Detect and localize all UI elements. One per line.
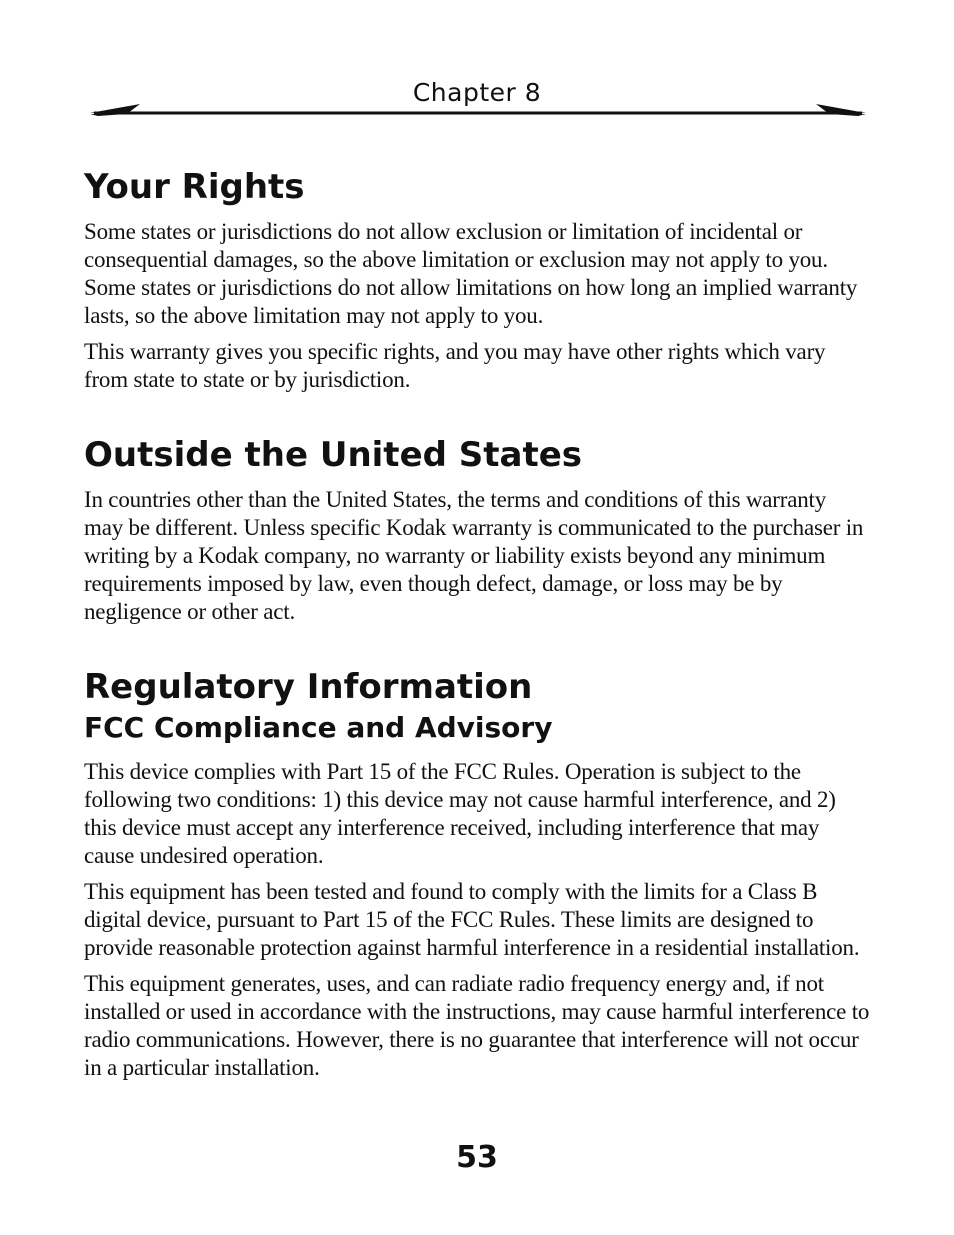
section-regulatory-information bbox=[84, 666, 870, 1082]
section-title: Your Rights bbox=[84, 167, 305, 207]
section-title: Regulatory Information bbox=[84, 667, 533, 707]
section-your-rights bbox=[84, 166, 870, 394]
section-title: Outside the United States bbox=[84, 435, 583, 475]
section-outside-united-states bbox=[84, 434, 870, 626]
paragraph: This equipment generates, uses, and can radiate radio frequency energy and, if not installed or used in accordance with the instructions, may cause harmful interference to radio communications. However, there is no guarantee that interference will not occur in a particular installation. bbox=[84, 971, 870, 1080]
paragraph: This device complies with Part 15 of the FCC Rules. Operation is subject to the following two conditions: 1) this device may not cause harmful interference, and 2) this device must accept any interference received, including interference that may cause undesired operation. bbox=[84, 759, 836, 868]
paragraph: This warranty gives you specific rights, and you may have other rights which vary from state to state or by jurisdiction. bbox=[84, 339, 826, 392]
paragraph: Some states or jurisdictions do not allow exclusion or limitation of incidental or consequential damages, so the above limitation or exclusion may not apply to you. Some states or jurisdictions do not allow limitations on how long an implied warranty lasts, so the above limitation may not apply to you. bbox=[84, 219, 858, 328]
chapter-label: Chapter 8 bbox=[412, 78, 542, 107]
page-number: 53 bbox=[456, 1140, 498, 1175]
paragraph: In countries other than the United States, the terms and conditions of this warranty may be different. Unless specific Kodak warranty is communicated to the purchaser in writing by a Kodak company, no warranty or liability exists beyond any minimum requirements imposed by law, even though defect, damage, or loss may be by negligence or other act. bbox=[84, 487, 864, 624]
page-content bbox=[84, 166, 870, 1090]
section-subtitle: FCC Compliance and Advisory bbox=[84, 711, 553, 744]
header-rule bbox=[90, 100, 866, 120]
paragraph: This equipment has been tested and found to comply with the limits for a Class B digital device, pursuant to Part 15 of the FCC Rules. These limits are designed to provide reasonable protection against harmful interference in a residential installation. bbox=[84, 879, 860, 960]
